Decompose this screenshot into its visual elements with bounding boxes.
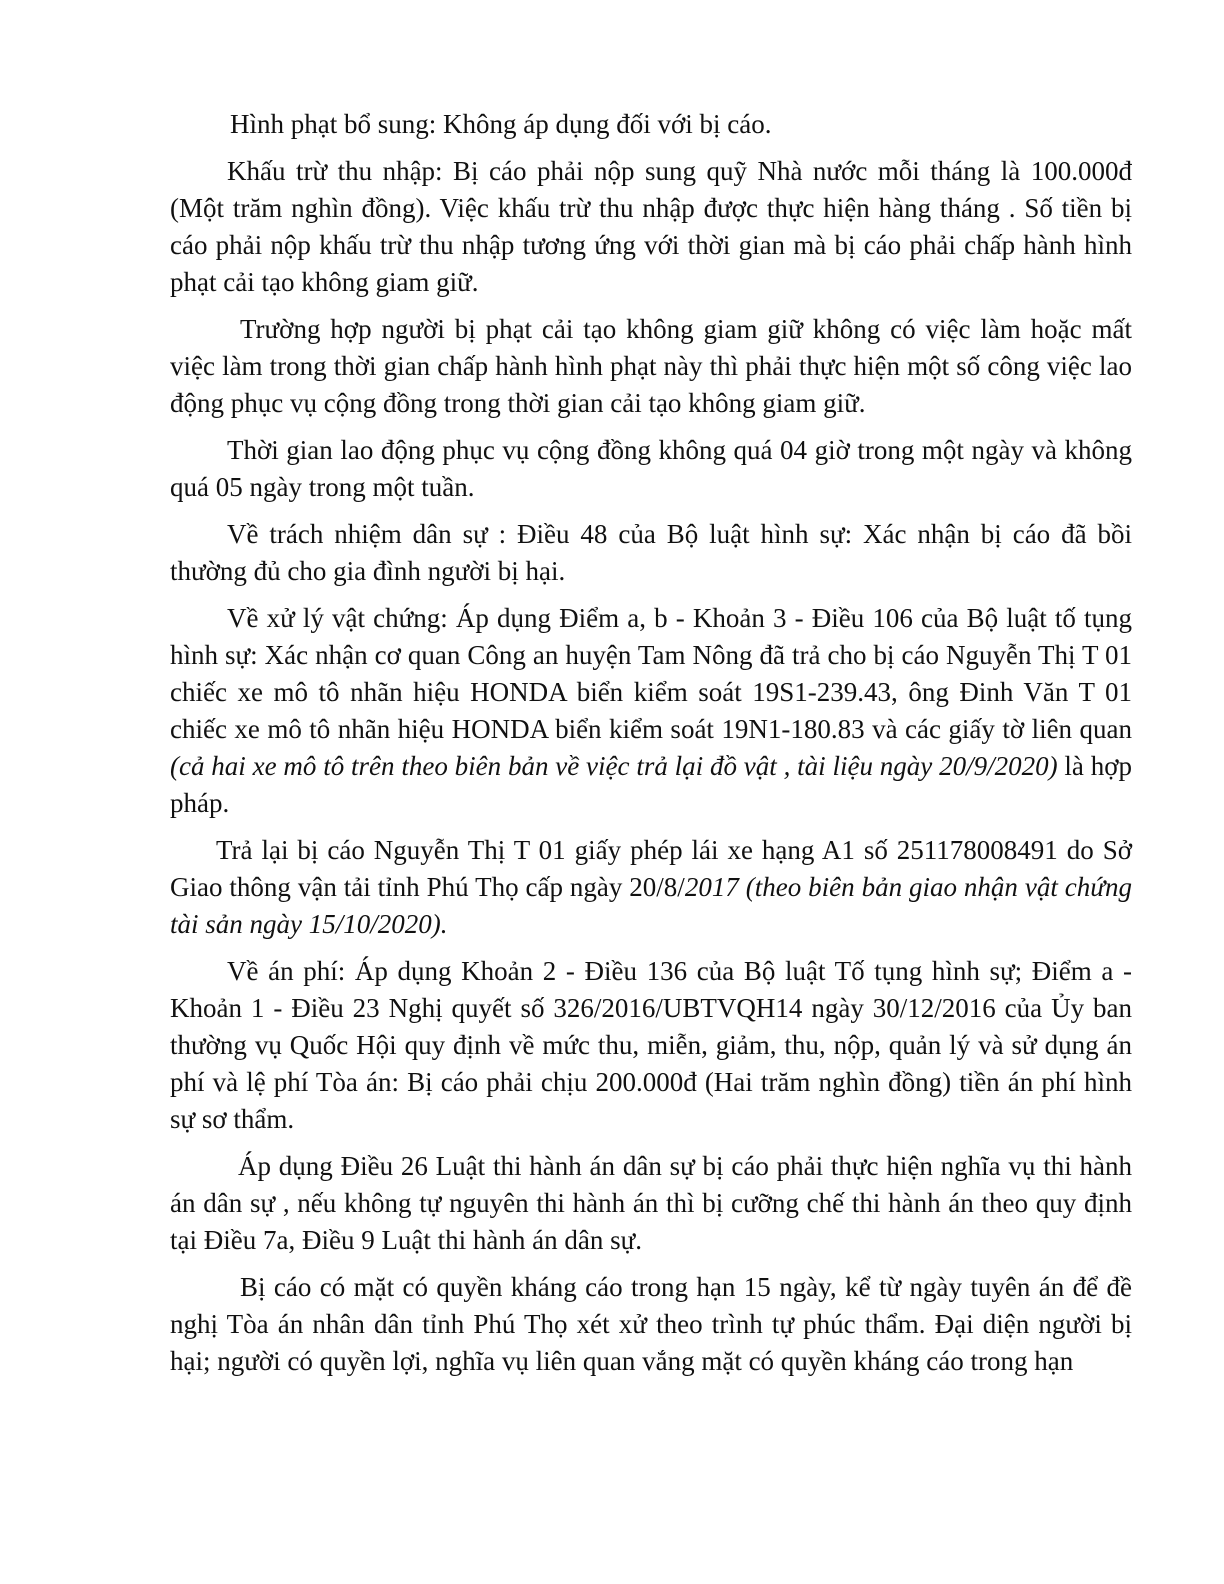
paragraph-supplementary-penalty: Hình phạt bổ sung: Không áp dụng đối với bị cáo. (230, 109, 772, 139)
paragraph-income-deduction: Khấu trừ thu nhập: Bị cáo phải nộp sung quỹ Nhà nước mỗi tháng là 100.000đ (Một trăm nghìn đồng). Việc khấu trừ thu nhập được thực hiện hàng tháng . Số tiền bị cáo phải nộp khấu trừ thu nhập tương ứng với thời gian mà bị cáo phải chấp hành hình phạt cải tạo không giam giữ. (170, 156, 1132, 297)
paragraph-evidence-handling (170, 600, 1132, 822)
evidence-text-main: Về xử lý vật chứng: Áp dụng Điểm a, b - Khoản 3 - Điều 106 của Bộ luật tố tụng hình sự: Xác nhận cơ quan Công an huyện Tam Nông đã trả cho bị cáo Nguyễn Thị T 01 chiếc xe mô tô nhãn hiệu HONDA biển kiểm soát 19S1-239.43, ông Đinh Văn T 01 chiếc xe mô tô nhãn hiệu HONDA biển kiểm soát 19N1-180.83 và các giấy tờ liên quan (170, 603, 1132, 744)
paragraph-community-service-time: Thời gian lao động phục vụ cộng đồng không quá 04 giờ trong một ngày và không quá 05 ngày trong một tuần. (170, 435, 1132, 502)
paragraph-civil-judgment-execution: Áp dụng Điều 26 Luật thi hành án dân sự bị cáo phải thực hiện nghĩa vụ thi hành án dân sự , nếu không tự nguyên thi hành án thì bị cưỡng chế thi hành án theo quy định tại Điều 7a, Điều 9 Luật thi hành án dân sự. (170, 1151, 1132, 1255)
paragraph-appeal-rights: Bị cáo có mặt có quyền kháng cáo trong hạn 15 ngày, kể từ ngày tuyên án để đề nghị Tòa án nhân dân tỉnh Phú Thọ xét xử theo trình tự phúc thẩm. Đại diện người bị hại; người có quyền lợi, nghĩa vụ liên quan vắng mặt có quyền kháng cáo trong hạn (170, 1272, 1132, 1376)
paragraph-civil-liability: Về trách nhiệm dân sự : Điều 48 của Bộ luật hình sự: Xác nhận bị cáo đã bồi thường đủ cho gia đình người bị hại. (170, 519, 1132, 586)
evidence-text-italic: (cả hai xe mô tô trên theo biên bản về việc trả lại đồ vật , tài liệu ngày 20/9/2020) (170, 751, 1058, 781)
paragraph-unemployment-case: Trường hợp người bị phạt cải tạo không giam giữ không có việc làm hoặc mất việc làm trong thời gian chấp hành hình phạt này thì phải thực hiện một số công việc lao động phục vụ cộng đồng trong thời gian cải tạo không giam giữ. (170, 314, 1132, 418)
return-license-text: Trả lại bị cáo Nguyễn Thị T 01 giấy phép lái xe hạng A1 số 251178008491 do Sở Giao thông vận tải tỉnh Phú Thọ cấp ngày 20/8/ (170, 835, 1132, 902)
paragraph-return-license (170, 832, 1132, 943)
paragraph-court-fees: Về án phí: Áp dụng Khoản 2 - Điều 136 của Bộ luật Tố tụng hình sự; Điểm a - Khoản 1 - Điều 23 Nghị quyết số 326/2016/UBTVQH14 ngày 30/12/2016 của Ủy ban thường vụ Quốc Hội quy định về mức thu, miễn, giảm, thu, nộp, quản lý và sử dụng án phí và lệ phí Tòa án: Bị cáo phải chịu 200.000đ (Hai trăm nghìn đồng) tiền án phí hình sự sơ thẩm. (170, 956, 1132, 1134)
document-page (170, 106, 1132, 1390)
evidence-text-end: là hợp pháp. (170, 751, 1133, 818)
return-license-italic: 2017 (theo biên bản giao nhận vật chứng tài sản ngày 15/10/2020). (170, 872, 1132, 939)
